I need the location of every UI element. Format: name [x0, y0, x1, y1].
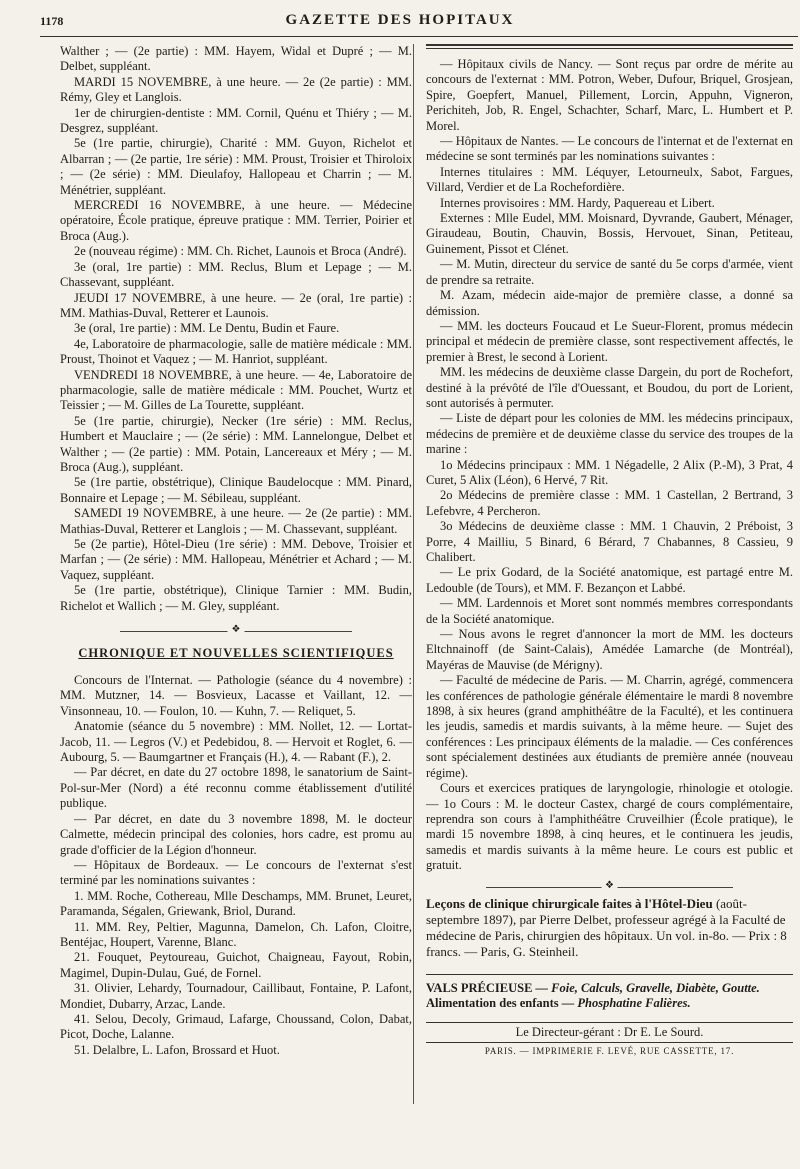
list-item: 21. Fouquet, Peytoureau, Guichot, Chaigneau, Fayout, Robin, Magimel, Dupin-Dulau, Gué, de Fornel. — [60, 950, 412, 980]
advert-alimentation — [426, 996, 793, 1012]
advertisements — [426, 974, 793, 1012]
page-number: 1178 — [40, 14, 64, 28]
paragraph: 3o Médecins de deuxième classe : MM. 1 Chauvin, 2 Préboist, 3 Porre, 4 Mailliu, 5 Binard, 6 Bérard, 7 Chabannes, 8 Cassieu, 9 Chalibert. — [426, 519, 793, 564]
paragraph: — Hôpitaux civils de Nancy. — Sont reçus par ordre de mérite au concours de l'externat : MM. Potron, Weber, Dufour, Briquel, Grosjean, Spire, Goepfert, Manuel, Pillement, Lorcin, Appuhn, Vigneron, Perichiteh, Job, R. Engel, Schachter, Scharf, Marc, L. Humbert et P. Morel. — [426, 57, 793, 133]
paragraph: Anatomie (séance du 5 novembre) : MM. Nollet, 12. — Lortat-Jacob, 11. — Legros (V.) et Pedebidou, 8. — Hervoit et Roglet, 6. — Aubourg, 5. — Baumgartner et Français (H.), 4. — Rabant (F.), 2. — [60, 719, 412, 765]
paragraph: 3e (oral, 1re partie) : MM. Reclus, Blum et Lepage ; — M. Chassevant, suppléant. — [60, 259, 412, 290]
advert-alimentation-label: Alimentation des enfants — [426, 996, 559, 1011]
paragraph: — Nous avons le regret d'annoncer la mort de MM. les docteurs Eltchnainoff (de Saint-Calais), Amédée Lamarche (de Montréal), Mayéras de Mauvise (de Mérigny). — [426, 627, 793, 672]
paragraph: — Hôpitaux de Nantes. — Le concours de l'internat et de l'externat en médecine se sont terminés par les nominations suivantes : — [426, 134, 793, 164]
paragraph: 5e (1re partie, obstétrique), Clinique Baudelocque : MM. Pinard, Bonnaire et Lepage ; — M. Sébileau, suppléant. — [60, 475, 412, 505]
paragraph: MERCREDI 16 NOVEMBRE, à une heure. — Médecine opératoire, École pratique, épreuve pratique : MM. Terrier, Poirier et Broca (Aug.). — [60, 198, 412, 243]
paragraph: SAMEDI 19 NOVEMBRE, à une heure. — 2e (2e partie) : MM. Mathias-Duval, Retterer et Langlois ; — M. Chassevant, suppléant. — [60, 506, 412, 536]
paragraph: 2o Médecins de première classe : MM. 1 Castellan, 2 Bertrand, 3 Lefebvre, 4 Percheron. — [426, 488, 793, 518]
paragraph: — MM. Lardennois et Moret sont nommés membres correspondants de la Société anatomique. — [426, 596, 793, 626]
paragraph: Internes titulaires : MM. Léquyer, Letourneulx, Sabot, Fargues, Villard, Verdier et de La Rochefordière. — [426, 164, 793, 195]
paragraph: 5e (1re partie, obstétrique), Clinique Tarnier : MM. Budin, Richelot et Wallich ; — M. Gley, suppléant. — [60, 583, 412, 613]
paragraph: M. Azam, médecin aide-major de première classe, a donné sa démission. — [426, 288, 793, 318]
paragraph: 1o Médecins principaux : MM. 1 Négadelle, 2 Alix (P.-M), 3 Prat, 4 Curet, 5 Alix (Léon), 6 Hervé, 7 Rit. — [426, 457, 793, 487]
list-item: 51. Delalbre, L. Lafon, Brossard et Huot. — [74, 1042, 280, 1057]
paragraph: VENDREDI 18 NOVEMBRE, à une heure. — 4e, Laboratoire de pharmacologie, salle de matière médicale : MM. Pouchet, Wurtz et Teissier ; — M. Gilles de La Tourette, suppléant. — [60, 367, 412, 413]
paragraph: MM. les médecins de deuxième classe Dargein, du port de Rochefort, destiné à la prévôté de l'île d'Ouessant, et Boudou, du port de Lorient, sont autorisés à permuter. — [426, 365, 793, 410]
journal-title: GAZETTE DES HOPITAUX — [285, 12, 515, 28]
section-title: CHRONIQUE ET NOUVELLES SCIENTIFIQUES — [78, 646, 394, 661]
director-signature: Le Directeur-gérant : Dr E. Le Sourd. — [426, 1022, 793, 1043]
paragraph: MARDI 15 NOVEMBRE, à une heure. — 2e (2e partie) : MM. Rémy, Gley et Langlois. — [60, 74, 412, 105]
book-announcement — [426, 896, 793, 960]
paragraph: 5e (1re partie, chirurgie), Necker (1re série) : MM. Reclus, Humbert et Mauclaire ; — (2e série) : MM. Lannelongue, Delbet et Walther ; — (2e partie) : MM. Potain, Lancereaux et Méry ; — M. Broca (Aug.), suppléant. — [60, 413, 412, 474]
paragraph: Externes : Mlle Eudel, MM. Moisnard, Dyvrande, Gaubert, Ménager, Giraudeau, Boutin, Chauvin, Bossis, Hervouet, Sinan, Petiteau, Guinement, Pissot et Clénet. — [426, 211, 793, 256]
book-details: (août-septembre 1897), par Pierre Delbet, professeur agrégé à la Faculté de médecine de Paris, chirurgien des hôpitaux. Un vol. in-8o. — Prix : 8 francs. — Paris, G. Steinheil. — [426, 895, 787, 959]
paragraph: 2e (nouveau régime) : MM. Ch. Richet, Launois et Broca (André). — [74, 244, 407, 259]
paragraph: — MM. les docteurs Foucaud et Le Sueur-Florent, promus médecin principal et médecin de première classe, sont respectivement affectés, le premier à Brest, le second à Lorient. — [426, 318, 793, 364]
paragraph: 3e (oral, 1re partie) : MM. Le Dentu, Budin et Faure. — [74, 321, 340, 336]
list-item: 11. MM. Rey, Peltier, Magunna, Damelon, Ch. Lafon, Cloitre, Bentéjac, Houpert, Varenne, Blanc. — [60, 919, 412, 949]
advert-vals — [426, 981, 793, 997]
paragraph: 5e (2e partie), Hôtel-Dieu (1re série) : MM. Debove, Troisier et Marfan ; — (2e série) : MM. Hallopeau, Ménétrier et Achard ; — M. Vaquez, suppléant. — [60, 537, 412, 582]
ornament-icon: ❖ — [601, 880, 618, 891]
advert-vals-text: — Foie, Calculs, Gravelle, Diabète, Goutte. — [535, 980, 760, 995]
column-top-rule — [426, 44, 793, 49]
paragraph: Concours de l'Internat. — Pathologie (séance du 4 novembre) : MM. Mutzner, 14. — Bosvieux, Lacasse et Vaillant, 12. — Vinsonneau, 10. — Foulon, 10. — Kuhn, 7. — Reliquet, 5. — [60, 673, 412, 718]
ornament-icon: ❖ — [228, 624, 245, 635]
ornament-divider — [426, 879, 793, 891]
paragraph: 4e, Laboratoire de pharmacologie, salle de matière médicale : MM. Proust, Thoinot et Vaquez ; — M. Hanriot, suppléant. — [60, 336, 412, 367]
ornament-divider — [60, 624, 412, 636]
paragraph: — Le prix Godard, de la Société anatomique, est partagé entre M. Ledouble (de Tours), et MM. F. Bezançon et Labbé. — [426, 565, 793, 595]
advert-alimentation-text: — Phosphatine Falières. — [561, 996, 691, 1011]
list-item: 41. Selou, Decoly, Grimaud, Lafarge, Choussand, Colon, Dabat, Picot, Doche, Lalanne. — [60, 1011, 412, 1042]
left-column — [60, 44, 412, 1058]
list-item: 31. Olivier, Lehardy, Tournadour, Caillibaut, Fontaine, P. Lafont, Mondiet, Dubarry, Arzac, Lande. — [60, 981, 412, 1011]
paragraph: — Faculté de médecine de Paris. — M. Charrin, agrégé, commencera les conférences de pathologie générale élémentaire le mardi 8 novembre 1898, à six heures (grand amphithéâtre de la Faculté), et les continuera les jeudis, samedis et mardis suivants, à la même heure. — Sujet des conférences : Les principaux éléments de la maladie. — Ces conférences sont spécialement destinées aux étudiants de première année (nouveau régime). — [426, 673, 793, 780]
printer-imprint: PARIS. — IMPRIMERIE F. LEVÉ, RUE CASSETTE, 17. — [484, 1045, 735, 1056]
paragraph: 5e (1re partie, chirurgie), Charité : MM. Guyon, Richelot et Albarran ; — (2e partie, 1re série) : MM. Proust, Troisier et Thiroloix ; — (2e série) : MM. Dieulafoy, Hallopeau et Charrin ; — M. Ménétrier, suppléant. — [60, 136, 412, 197]
advert-vals-label: VALS PRÉCIEUSE — [426, 980, 533, 995]
paragraph: Cours et exercices pratiques de laryngologie, rhinologie et otologie. — 1o Cours : M. le docteur Castex, chargé de cours complémentaire, reprendra son cours à l'amphithéâtre Cruveilhier (École pratique), le mardi 15 novembre 1898, à cinq heures, et le continuera les jeudis, samedis et mardis suivants à la même heure. Le cours est public et gratuit. — [426, 781, 793, 873]
header-rule — [40, 36, 798, 37]
book-title: Leçons de clinique chirurgicale faites à l'Hôtel-Dieu — [426, 895, 713, 911]
paragraph: — M. Mutin, directeur du service de santé du 5e corps d'armée, vient de prendre sa retraite. — [426, 257, 793, 287]
page-header — [0, 0, 800, 44]
paragraph: Internes provisoires : MM. Hardy, Paquereau et Libert. — [440, 195, 715, 210]
paragraph: — Par décret, en date du 3 novembre 1898, M. le docteur Calmette, médecin principal des colonies, hors cadre, est promu au grade d'officier de la Légion d'honneur. — [60, 811, 412, 857]
right-column — [413, 44, 793, 1104]
paragraph: — Hôpitaux de Bordeaux. — Le concours de l'externat s'est terminé par les nominations suivantes : — [60, 857, 412, 888]
paragraph: — Liste de départ pour les colonies de MM. les médecins principaux, médecins de première et de deuxième classe du service des troupes de la marine : — [426, 411, 793, 457]
paragraph: — Par décret, en date du 27 octobre 1898, le sanatorium de Saint-Pol-sur-Mer (Nord) a été reconnu comme établissement d'utilité publique. — [60, 765, 412, 811]
list-item: 1. MM. Roche, Cothereau, Mlle Deschamps, MM. Brunet, Leuret, Paramanda, Ségalen, Griewank, Briol, Durand. — [60, 888, 412, 919]
paragraph: 1er de chirurgien-dentiste : MM. Cornil, Quénu et Thiéry ; — M. Desgrez, suppléant. — [60, 105, 412, 136]
paragraph: Walther ; — (2e partie) : MM. Hayem, Widal et Dupré ; — M. Delbet, suppléant. — [60, 44, 412, 74]
paragraph: JEUDI 17 NOVEMBRE, à une heure. — 2e (oral, 1re partie) : MM. Mathias-Duval, Retterer et Launois. — [60, 290, 412, 320]
